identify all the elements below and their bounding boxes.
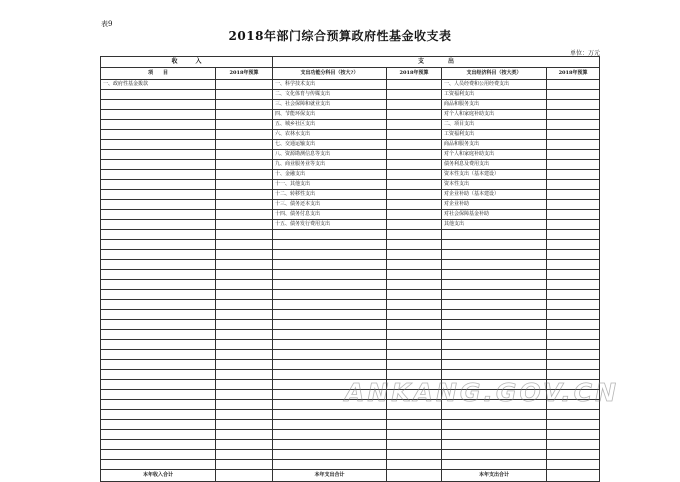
income-budget-cell xyxy=(216,440,273,450)
income-budget-cell xyxy=(216,210,273,220)
economic-budget-cell xyxy=(547,160,600,170)
income-item-cell xyxy=(101,360,216,370)
income-item-cell: 一、政府性基金拨款 xyxy=(101,80,216,90)
function-item-cell xyxy=(273,330,387,340)
group-header-row xyxy=(101,57,600,68)
income-budget-cell xyxy=(216,420,273,430)
function-budget-cell xyxy=(387,300,442,310)
income-budget-cell xyxy=(216,300,273,310)
function-total-label: 本年支出合计 xyxy=(273,470,387,482)
function-item-cell xyxy=(273,320,387,330)
function-budget-cell xyxy=(387,260,442,270)
function-budget-cell xyxy=(387,290,442,300)
economic-item-cell: 对社会保障基金补助 xyxy=(442,210,547,220)
economic-budget-cell xyxy=(547,240,600,250)
function-budget-cell xyxy=(387,420,442,430)
function-budget-cell xyxy=(387,130,442,140)
income-total-value xyxy=(216,470,273,482)
economic-item-cell: 一、人员经费和公用经费支出 xyxy=(442,80,547,90)
function-budget-cell xyxy=(387,440,442,450)
income-item-cell xyxy=(101,240,216,250)
economic-item-cell xyxy=(442,410,547,420)
economic-budget-cell xyxy=(547,200,600,210)
function-budget-cell xyxy=(387,310,442,320)
table-number: 表9 xyxy=(101,20,113,28)
income-item-cell xyxy=(101,370,216,380)
income-item-cell xyxy=(101,330,216,340)
economic-item-cell xyxy=(442,360,547,370)
function-item-cell xyxy=(273,270,387,280)
economic-item-cell: 其他支出 xyxy=(442,220,547,230)
income-item-cell xyxy=(101,270,216,280)
economic-budget-cell xyxy=(547,210,600,220)
table-row xyxy=(101,140,600,150)
table-row xyxy=(101,210,600,220)
function-budget-cell xyxy=(387,450,442,460)
income-item-cell xyxy=(101,200,216,210)
income-budget-cell xyxy=(216,260,273,270)
economic-budget-cell xyxy=(547,430,600,440)
economic-item-cell xyxy=(442,460,547,470)
income-item-cell xyxy=(101,290,216,300)
income-item-cell xyxy=(101,230,216,240)
economic-budget-cell xyxy=(547,220,600,230)
income-item-cell xyxy=(101,380,216,390)
economic-budget-cell xyxy=(547,410,600,420)
function-budget-cell xyxy=(387,150,442,160)
table-row xyxy=(101,220,600,230)
function-budget-cell xyxy=(387,240,442,250)
income-total-label: 本年收入合计 xyxy=(101,470,216,482)
table-row xyxy=(101,410,600,420)
income-item-cell xyxy=(101,150,216,160)
income-item-cell xyxy=(101,450,216,460)
economic-item-cell: 对个人和家庭补助支出 xyxy=(442,150,547,160)
function-budget-cell xyxy=(387,350,442,360)
function-budget-cell xyxy=(387,210,442,220)
function-item-cell: 四、节能环保支出 xyxy=(273,110,387,120)
economic-budget-cell xyxy=(547,170,600,180)
table-row xyxy=(101,330,600,340)
function-budget-cell xyxy=(387,160,442,170)
economic-budget-cell xyxy=(547,300,600,310)
table-row xyxy=(101,460,600,470)
economic-budget-cell xyxy=(547,450,600,460)
function-item-cell: 十一、其他支出 xyxy=(273,180,387,190)
function-item-cell: 十二、转移性支出 xyxy=(273,190,387,200)
table-row xyxy=(101,150,600,160)
function-item-cell: 八、资源勘测信息等支出 xyxy=(273,150,387,160)
income-budget-cell xyxy=(216,410,273,420)
function-item-cell: 七、交通运输支出 xyxy=(273,140,387,150)
function-item-cell: 二、文化体育与传媒支出 xyxy=(273,90,387,100)
function-item-cell: 三、社会保障和就业支出 xyxy=(273,100,387,110)
income-budget-cell xyxy=(216,90,273,100)
income-item-cell xyxy=(101,190,216,200)
function-budget-cell xyxy=(387,140,442,150)
income-budget-cell xyxy=(216,320,273,330)
watermark-logo: ANKANG.GOV.CN xyxy=(345,378,620,407)
economic-budget-cell xyxy=(547,420,600,430)
economic-budget-cell xyxy=(547,250,600,260)
income-item-cell xyxy=(101,440,216,450)
income-group-header: 收 入 xyxy=(101,57,273,68)
economic-budget-cell xyxy=(547,290,600,300)
economic-item-cell xyxy=(442,300,547,310)
income-item-cell xyxy=(101,110,216,120)
economic-item-cell: 对企业补助（基本建设） xyxy=(442,190,547,200)
economic-item-cell xyxy=(442,230,547,240)
income-item-cell xyxy=(101,130,216,140)
function-budget-cell xyxy=(387,110,442,120)
function-item-cell xyxy=(273,310,387,320)
function-budget-cell xyxy=(387,100,442,110)
table-row xyxy=(101,230,600,240)
table-row xyxy=(101,110,600,120)
income-budget-cell xyxy=(216,160,273,170)
economic-item-cell: 债务利息及费用支出 xyxy=(442,160,547,170)
income-item-cell xyxy=(101,170,216,180)
function-budget-cell xyxy=(387,340,442,350)
table-row xyxy=(101,260,600,270)
table-row xyxy=(101,100,600,110)
income-budget-cell xyxy=(216,180,273,190)
function-total-value xyxy=(387,470,442,482)
economic-item-cell xyxy=(442,420,547,430)
economic-item-cell: 商品和服务支出 xyxy=(442,140,547,150)
page-title: 2018年部门综合预算政府性基金收支表 xyxy=(228,29,452,43)
economic-budget-cell xyxy=(547,440,600,450)
economic-budget-cell xyxy=(547,80,600,90)
income-budget-cell xyxy=(216,280,273,290)
income-budget-cell xyxy=(216,220,273,230)
income-item-cell xyxy=(101,250,216,260)
function-budget-cell xyxy=(387,180,442,190)
column-header: 2018年预算 xyxy=(547,68,600,80)
income-item-cell xyxy=(101,280,216,290)
function-item-cell xyxy=(273,350,387,360)
income-budget-cell xyxy=(216,250,273,260)
function-budget-cell xyxy=(387,360,442,370)
expense-group-header: 支 出 xyxy=(273,57,600,68)
income-item-cell xyxy=(101,400,216,410)
economic-item-cell xyxy=(442,290,547,300)
column-header: 2018年预算 xyxy=(387,68,442,80)
function-item-cell: 十四、债务付息支出 xyxy=(273,210,387,220)
table-row xyxy=(101,320,600,330)
economic-budget-cell xyxy=(547,150,600,160)
function-budget-cell xyxy=(387,220,442,230)
function-item-cell xyxy=(273,260,387,270)
table-row xyxy=(101,200,600,210)
income-budget-cell xyxy=(216,80,273,90)
economic-item-cell xyxy=(442,440,547,450)
table-row xyxy=(101,360,600,370)
function-budget-cell xyxy=(387,170,442,180)
function-budget-cell xyxy=(387,330,442,340)
economic-item-cell xyxy=(442,350,547,360)
function-item-cell xyxy=(273,280,387,290)
column-header: 支出功能分科目（按大?） xyxy=(273,68,387,80)
function-budget-cell xyxy=(387,430,442,440)
economic-budget-cell xyxy=(547,310,600,320)
economic-item-cell: 商品和服务支出 xyxy=(442,100,547,110)
economic-item-cell: 工资福利支出 xyxy=(442,90,547,100)
budget-table xyxy=(100,56,600,482)
economic-item-cell xyxy=(442,280,547,290)
table-row xyxy=(101,130,600,140)
income-budget-cell xyxy=(216,100,273,110)
function-item-cell: 十五、债务发行费用支出 xyxy=(273,220,387,230)
economic-item-cell xyxy=(442,270,547,280)
income-budget-cell xyxy=(216,130,273,140)
economic-total-label: 本年支出合计 xyxy=(442,470,547,482)
function-budget-cell xyxy=(387,320,442,330)
income-item-cell xyxy=(101,120,216,130)
function-item-cell xyxy=(273,410,387,420)
column-header-row xyxy=(101,68,600,80)
income-budget-cell xyxy=(216,350,273,360)
income-item-cell xyxy=(101,160,216,170)
income-item-cell xyxy=(101,210,216,220)
function-budget-cell xyxy=(387,90,442,100)
income-item-cell xyxy=(101,90,216,100)
table-row xyxy=(101,300,600,310)
income-budget-cell xyxy=(216,330,273,340)
economic-item-cell: 二、项目支出 xyxy=(442,120,547,130)
economic-budget-cell xyxy=(547,180,600,190)
table-row xyxy=(101,170,600,180)
income-budget-cell xyxy=(216,290,273,300)
income-item-cell xyxy=(101,260,216,270)
income-item-cell xyxy=(101,430,216,440)
function-item-cell: 十三、债务还本支出 xyxy=(273,200,387,210)
economic-item-cell xyxy=(442,320,547,330)
function-item-cell xyxy=(273,230,387,240)
table-row xyxy=(101,290,600,300)
income-budget-cell xyxy=(216,310,273,320)
economic-budget-cell xyxy=(547,230,600,240)
income-budget-cell xyxy=(216,380,273,390)
income-budget-cell xyxy=(216,390,273,400)
table-row xyxy=(101,340,600,350)
table-row xyxy=(101,270,600,280)
income-budget-cell xyxy=(216,200,273,210)
function-budget-cell xyxy=(387,80,442,90)
economic-item-cell xyxy=(442,310,547,320)
function-item-cell xyxy=(273,450,387,460)
economic-item-cell xyxy=(442,260,547,270)
function-item-cell xyxy=(273,340,387,350)
function-budget-cell xyxy=(387,120,442,130)
function-item-cell: 九、商业服务业等支出 xyxy=(273,160,387,170)
table-row xyxy=(101,190,600,200)
income-item-cell xyxy=(101,140,216,150)
income-budget-cell xyxy=(216,170,273,180)
function-budget-cell xyxy=(387,270,442,280)
income-budget-cell xyxy=(216,150,273,160)
economic-budget-cell xyxy=(547,280,600,290)
table-row xyxy=(101,180,600,190)
income-budget-cell xyxy=(216,450,273,460)
economic-budget-cell xyxy=(547,320,600,330)
economic-budget-cell xyxy=(547,100,600,110)
function-budget-cell xyxy=(387,280,442,290)
table-row xyxy=(101,310,600,320)
function-item-cell xyxy=(273,430,387,440)
income-budget-cell xyxy=(216,400,273,410)
function-item-cell: 六、农林水支出 xyxy=(273,130,387,140)
economic-budget-cell xyxy=(547,360,600,370)
table-row xyxy=(101,350,600,360)
economic-item-cell xyxy=(442,240,547,250)
function-item-cell: 五、城乡社区支出 xyxy=(273,120,387,130)
income-item-cell xyxy=(101,410,216,420)
function-item-cell xyxy=(273,460,387,470)
function-item-cell xyxy=(273,290,387,300)
economic-budget-cell xyxy=(547,110,600,120)
function-budget-cell xyxy=(387,200,442,210)
economic-budget-cell xyxy=(547,90,600,100)
income-item-cell xyxy=(101,460,216,470)
income-budget-cell xyxy=(216,190,273,200)
table-row xyxy=(101,280,600,290)
income-item-cell xyxy=(101,340,216,350)
income-budget-cell xyxy=(216,460,273,470)
economic-budget-cell xyxy=(547,460,600,470)
economic-item-cell xyxy=(442,430,547,440)
income-item-cell xyxy=(101,320,216,330)
function-item-cell xyxy=(273,440,387,450)
income-item-cell xyxy=(101,220,216,230)
economic-budget-cell xyxy=(547,140,600,150)
income-budget-cell xyxy=(216,120,273,130)
function-item-cell xyxy=(273,360,387,370)
column-header: 项 目 xyxy=(101,68,216,80)
income-item-cell xyxy=(101,100,216,110)
income-budget-cell xyxy=(216,110,273,120)
economic-total-value xyxy=(547,470,600,482)
function-budget-cell xyxy=(387,190,442,200)
income-budget-cell xyxy=(216,340,273,350)
function-budget-cell xyxy=(387,410,442,420)
income-item-cell xyxy=(101,350,216,360)
economic-budget-cell xyxy=(547,120,600,130)
economic-item-cell xyxy=(442,250,547,260)
table-row xyxy=(101,90,600,100)
income-item-cell xyxy=(101,390,216,400)
economic-budget-cell xyxy=(547,260,600,270)
income-budget-cell xyxy=(216,370,273,380)
economic-item-cell: 对企业补助 xyxy=(442,200,547,210)
income-budget-cell xyxy=(216,430,273,440)
income-budget-cell xyxy=(216,240,273,250)
income-item-cell xyxy=(101,420,216,430)
table-row xyxy=(101,420,600,430)
function-item-cell: 一、科学技术支出 xyxy=(273,80,387,90)
table-row xyxy=(101,440,600,450)
economic-budget-cell xyxy=(547,350,600,360)
table-row xyxy=(101,450,600,460)
economic-item-cell: 对个人和家庭补助支出 xyxy=(442,110,547,120)
function-budget-cell xyxy=(387,230,442,240)
table-row xyxy=(101,250,600,260)
function-item-cell xyxy=(273,420,387,430)
table-row xyxy=(101,160,600,170)
column-header: 2018年预算 xyxy=(216,68,273,80)
table-row xyxy=(101,120,600,130)
unit-label: 单位：万元 xyxy=(569,50,600,57)
economic-budget-cell xyxy=(547,340,600,350)
economic-item-cell: 工资福利支出 xyxy=(442,130,547,140)
economic-item-cell xyxy=(442,330,547,340)
economic-budget-cell xyxy=(547,270,600,280)
function-item-cell xyxy=(273,250,387,260)
income-item-cell xyxy=(101,310,216,320)
economic-budget-cell xyxy=(547,330,600,340)
income-budget-cell xyxy=(216,360,273,370)
economic-item-cell xyxy=(442,340,547,350)
function-item-cell: 十、金融支出 xyxy=(273,170,387,180)
table-row xyxy=(101,80,600,90)
column-header: 支出经济科目（按大类） xyxy=(442,68,547,80)
economic-item-cell: 资本性支出 xyxy=(442,180,547,190)
function-budget-cell xyxy=(387,460,442,470)
table-row xyxy=(101,430,600,440)
income-budget-cell xyxy=(216,230,273,240)
totals-row xyxy=(101,470,600,482)
function-item-cell xyxy=(273,300,387,310)
table-row xyxy=(101,240,600,250)
economic-item-cell xyxy=(442,450,547,460)
income-budget-cell xyxy=(216,270,273,280)
income-item-cell xyxy=(101,300,216,310)
economic-item-cell: 资本性支出（基本建设） xyxy=(442,170,547,180)
economic-budget-cell xyxy=(547,190,600,200)
income-item-cell xyxy=(101,180,216,190)
economic-budget-cell xyxy=(547,130,600,140)
function-budget-cell xyxy=(387,250,442,260)
function-item-cell xyxy=(273,240,387,250)
income-budget-cell xyxy=(216,140,273,150)
